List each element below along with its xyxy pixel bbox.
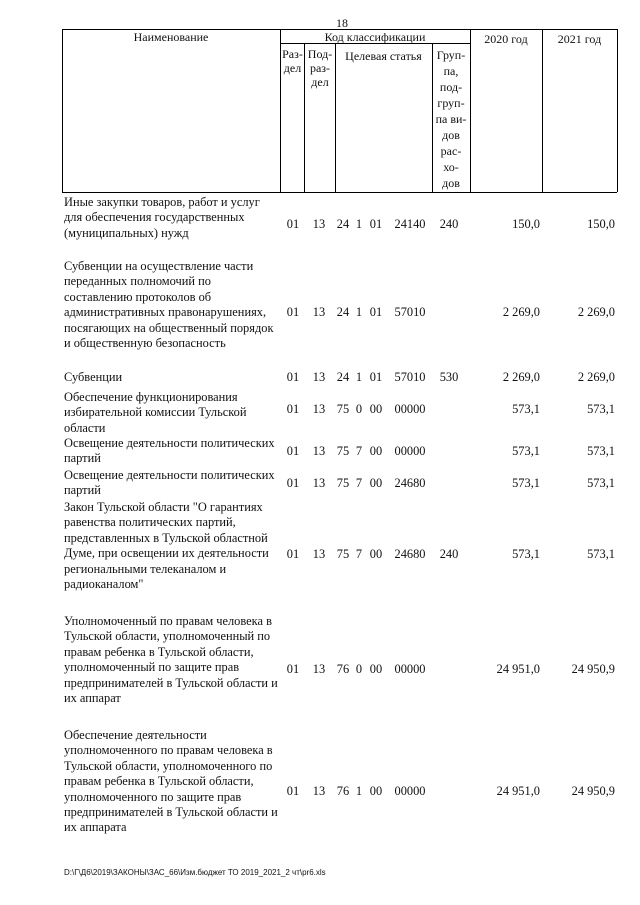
cell-rz: 01 <box>286 662 300 676</box>
cell-v2021: 24 950,9 <box>571 662 615 676</box>
header-2021: 2021 год <box>557 32 602 46</box>
cell-v2020: 573,1 <box>512 402 540 416</box>
cell-t2: 0 <box>355 662 363 676</box>
cell-t4: 00000 <box>394 784 426 798</box>
cell-t3: 00 <box>369 784 383 798</box>
cell-v2020: 24 951,0 <box>496 784 540 798</box>
footer-file-path: D:\Г\Д6\2019\ЗАКОНЫ\ЗАС_66\Изм.бюджет ТО 2019_2021_2 чт\pr6.xls <box>64 868 326 877</box>
cell-v2021: 573,1 <box>587 547 615 561</box>
cell-t4: 57010 <box>394 370 426 384</box>
row-name: Обеспечение функционирования избирательной комиссии Тульской области <box>64 390 247 435</box>
cell-pr: 13 <box>312 370 326 384</box>
header-razdel: Раз- дел <box>282 47 303 75</box>
cell-t2: 0 <box>355 402 363 416</box>
cell-t4: 57010 <box>394 305 426 319</box>
cell-t4: 24140 <box>394 217 426 231</box>
cell-t1: 24 <box>336 217 350 231</box>
cell-v2020: 573,1 <box>512 547 540 561</box>
cell-pr: 13 <box>312 662 326 676</box>
cell-t2: 7 <box>355 476 363 490</box>
cell-pr: 13 <box>312 547 326 561</box>
cell-v2021: 573,1 <box>587 476 615 490</box>
cell-v2020: 573,1 <box>512 444 540 458</box>
row-name: Уполномоченный по правам человека в Тульской области, уполномоченный по правам ребенка в Тульской области, уполномоченный по защите прав предпринимателей в Тульской области и их аппарат <box>64 614 278 706</box>
cell-vr: 530 <box>439 370 459 384</box>
cell-rz: 01 <box>286 444 300 458</box>
cell-t3: 01 <box>369 217 383 231</box>
cell-v2021: 573,1 <box>587 444 615 458</box>
cell-t4: 24680 <box>394 476 426 490</box>
cell-t3: 00 <box>369 444 383 458</box>
cell-t1: 24 <box>336 305 350 319</box>
cell-rz: 01 <box>286 547 300 561</box>
cell-t4: 00000 <box>394 402 426 416</box>
row-name: Субвенции <box>64 370 123 384</box>
cell-t2: 1 <box>355 370 363 384</box>
header-bottom-border <box>62 192 617 193</box>
cell-t1: 75 <box>336 444 350 458</box>
cell-t3: 00 <box>369 547 383 561</box>
cell-pr: 13 <box>312 476 326 490</box>
header-name: Наименование <box>133 30 209 44</box>
header-group: Груп- па, под- груп- па ви- дов рас- хо- дов <box>435 48 467 190</box>
cell-pr: 13 <box>312 444 326 458</box>
cell-rz: 01 <box>286 402 300 416</box>
cell-t4: 00000 <box>394 662 426 676</box>
cell-v2020: 2 269,0 <box>502 370 540 384</box>
cell-rz: 01 <box>286 370 300 384</box>
cell-v2021: 24 950,9 <box>571 784 615 798</box>
cell-t3: 00 <box>369 402 383 416</box>
cell-pr: 13 <box>312 784 326 798</box>
cell-t4: 24680 <box>394 547 426 561</box>
cell-rz: 01 <box>286 217 300 231</box>
cell-t1: 75 <box>336 476 350 490</box>
cell-pr: 13 <box>312 305 326 319</box>
cell-v2020: 573,1 <box>512 476 540 490</box>
cell-t4: 00000 <box>394 444 426 458</box>
cell-pr: 13 <box>312 217 326 231</box>
cell-v2020: 2 269,0 <box>502 305 540 319</box>
row-name: Закон Тульской области "О гарантиях равенства политических партий, представленных в Тульской областной Думе, при освещении их деятельности региональными телеканалом и радиоканалом" <box>64 500 269 592</box>
cell-t2: 1 <box>355 784 363 798</box>
header-classification: Код классификации <box>324 30 426 44</box>
cell-t1: 24 <box>336 370 350 384</box>
cell-t2: 7 <box>355 444 363 458</box>
cell-vr: 240 <box>439 547 459 561</box>
cell-v2021: 573,1 <box>587 402 615 416</box>
header-right-border <box>617 29 618 192</box>
cell-vr: 240 <box>439 217 459 231</box>
cell-t3: 00 <box>369 662 383 676</box>
cell-t1: 76 <box>336 662 350 676</box>
cell-rz: 01 <box>286 784 300 798</box>
table-header <box>62 29 617 192</box>
cell-t2: 1 <box>355 305 363 319</box>
row-name: Обеспечение деятельности уполномоченного по правам человека в Тульской области, уполномоченного по правам ребенка в Тульской области, уполномоченного по защите прав предпринимателей в Тульской области и их аппарата <box>64 728 278 835</box>
cell-v2020: 24 951,0 <box>496 662 540 676</box>
cell-t3: 01 <box>369 305 383 319</box>
cell-rz: 01 <box>286 476 300 490</box>
row-name: Освещение деятельности политических партий <box>64 436 275 466</box>
row-name: Иные закупки товаров, работ и услуг для обеспечения государственных (муниципальных) нужд <box>64 195 260 240</box>
cell-v2021: 2 269,0 <box>577 370 615 384</box>
cell-t1: 75 <box>336 402 350 416</box>
cell-t1: 76 <box>336 784 350 798</box>
page-number: 18 <box>336 16 348 30</box>
cell-v2021: 2 269,0 <box>577 305 615 319</box>
row-name: Освещение деятельности политических партий <box>64 468 275 498</box>
cell-v2020: 150,0 <box>512 217 540 231</box>
cell-t2: 1 <box>355 217 363 231</box>
cell-rz: 01 <box>286 305 300 319</box>
header-target: Целевая статья <box>345 49 422 63</box>
header-left-border <box>62 29 63 192</box>
cell-t1: 75 <box>336 547 350 561</box>
cell-t3: 01 <box>369 370 383 384</box>
cell-v2021: 150,0 <box>587 217 615 231</box>
cell-pr: 13 <box>312 402 326 416</box>
cell-t2: 7 <box>355 547 363 561</box>
header-2020: 2020 год <box>484 32 528 46</box>
header-podrazdel: Под- раз- дел <box>307 47 333 89</box>
row-name: Субвенции на осуществление части переданных полномочий по составлению протоколов об административных правонарушениях, посягающих на общественный порядок и общественную безопасность <box>64 259 274 351</box>
cell-t3: 00 <box>369 476 383 490</box>
